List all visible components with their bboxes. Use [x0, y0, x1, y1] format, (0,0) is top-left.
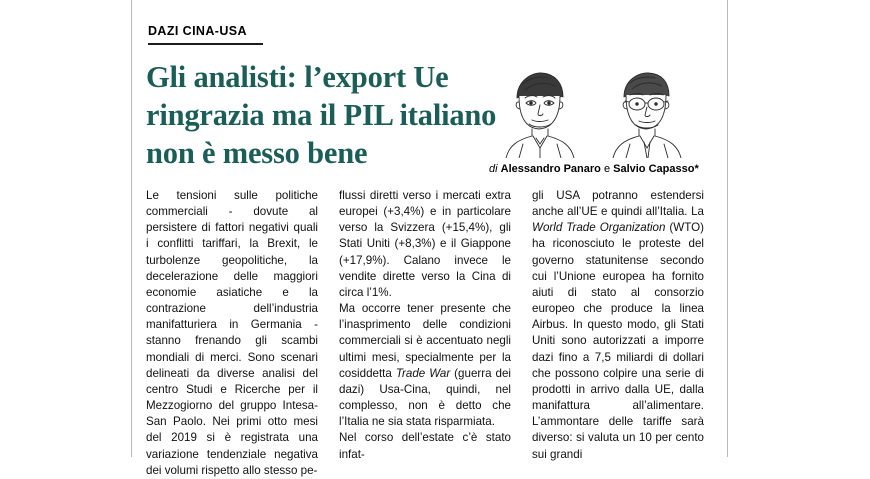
kicker-container	[148, 22, 278, 42]
byline-author-two: Salvio Capasso*	[613, 163, 699, 175]
portrait-illustration-capasso	[595, 64, 695, 158]
paragraph: flussi diretti verso i mercati extra europei (+3,4%) e in particolare verso la Svizzera (+15,4%), gli Stati Uniti (+8,3%) e il Giappone (+17,9%). Calano invece le vendite dirette verso la Cina di circa l’1%.	[339, 189, 511, 299]
paragraph: Nel corso dell’estate c’è stato infat-	[339, 431, 511, 461]
article-column-2	[339, 188, 511, 463]
kicker-label: DAZI CINA-USA	[148, 24, 247, 38]
byline-conjunction: e	[600, 163, 614, 175]
kicker-underline	[148, 43, 263, 45]
portrait-illustration-panaro	[489, 64, 589, 158]
article-column-1	[146, 188, 318, 479]
page-title	[146, 58, 506, 172]
byline-prefix: di	[489, 163, 501, 175]
byline	[489, 162, 719, 176]
right-column-rule	[727, 0, 728, 457]
article-body	[146, 188, 720, 477]
headline-line-2: ringrazia ma il PIL italiano	[146, 98, 497, 132]
article-column-3	[532, 188, 704, 463]
paragraph: Ma occorre tener presente che l’inasprimento delle condizioni commerciali si è accentuato negli ultimi mesi, specialmente per la cosiddetta Trade War (guerra dei dazi) Usa-Cina, quindi, nel complesso, non è detto che l’Italia ne sia stata risparmiata.	[339, 302, 511, 429]
paragraph: gli USA potranno estendersi anche all’UE e quindi all’Italia. La World Trade Organization (WTO) ha riconosciuto le proteste del governo statunitense secondo cui l’Unione europea ha fornito aiuti di stato al consorzio europeo che produce la linea Airbus. In questo modo, gli Stati Uniti sono autorizzati a imporre dazi fino a 7,5 miliardi di dollari che possono colpire una serie di prodotti in arrivo dalla UE, dalla manifattura all’alimentare. L’ammontare delle tariffe sarà diverso: si valuta un 10 per cento sui grandi	[532, 189, 704, 461]
left-column-rule	[131, 0, 132, 457]
author-portraits	[489, 64, 705, 158]
headline-line-3: non è messo bene	[146, 136, 368, 170]
headline-line-1: Gli analisti: l’export Ue	[146, 60, 449, 94]
byline-author-one: Alessandro Panaro	[500, 163, 601, 175]
paragraph: Le tensioni sulle politiche commerciali - dovute al persistere di fattori negativi quali i conflitti tariffari, la Brexit, le turbolenze geopolitiche, la decelerazione delle maggiori economie asiatiche e la contrazione dell’industria manifatturiera in Germania - stanno frenando gli scambi mondiali di merci. Sono scenari delineati da diverse analisi del centro Studi e Ricerche per il Mezzogiorno del gruppo Intesa-San Paolo. Nei primi otto mesi del 2019 si è registrata una variazione tendenziale negativa dei volumi rispetto allo stesso pe-	[146, 189, 318, 477]
